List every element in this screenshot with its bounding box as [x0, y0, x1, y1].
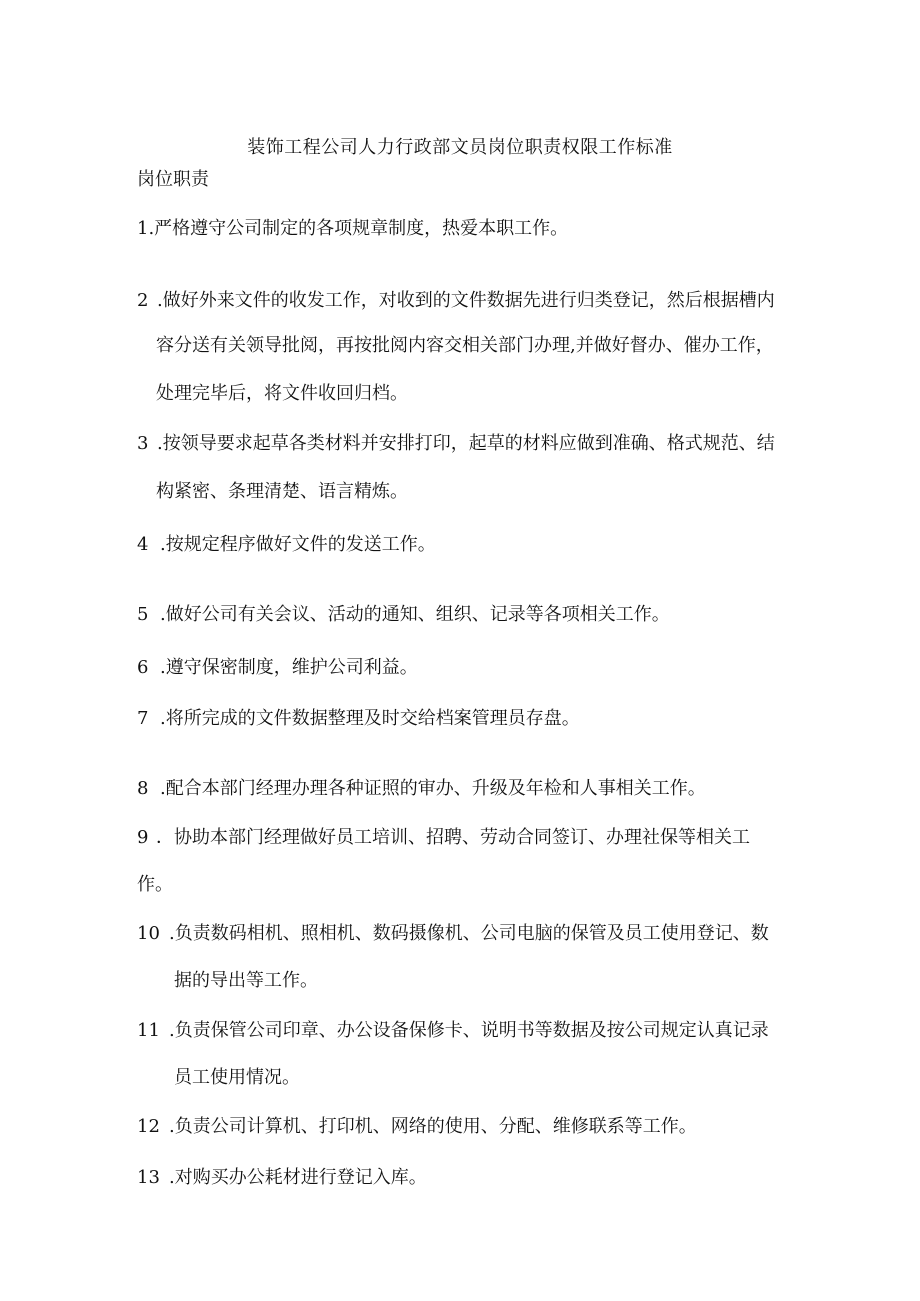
item-number: 11 — [137, 1020, 160, 1041]
item-text: .做好公司有关会议、活动的通知、组织、记录等各项相关工作。 — [160, 604, 670, 625]
item-text: .配合本部门经理办理各种证照的审办、升级及年检和人事相关工作。 — [160, 778, 706, 799]
item-number: 1 — [137, 218, 149, 239]
list-item-4 — [137, 533, 436, 557]
list-item-2 — [137, 289, 775, 313]
list-item-10 — [137, 922, 769, 946]
list-item-1 — [137, 217, 568, 241]
list-item-7 — [137, 707, 580, 731]
list-item-13 — [137, 1166, 427, 1190]
item-text-continuation: 员工使用情况。 — [174, 1067, 300, 1088]
item-number: 3 — [137, 433, 149, 454]
document-title: 装饰工程公司人力行政部文员岗位职责权限工作标准 — [247, 137, 673, 158]
item-text-continuation: 构紧密、条理清楚、语言精炼。 — [156, 481, 408, 502]
item-text: .负责公司计算机、打印机、网络的使用、分配、维修联系等工作。 — [169, 1116, 697, 1137]
item-text-continuation: 据的导出等工作。 — [174, 970, 318, 991]
item-text: .遵守保密制度，维护公司利益。 — [160, 657, 418, 678]
list-item-9 — [137, 826, 750, 850]
item-number: 9 — [137, 827, 149, 848]
item-number: 7 — [137, 708, 149, 729]
item-number: 5 — [137, 604, 149, 625]
item-text: .严格遵守公司制定的各项规章制度，热爱本职工作。 — [148, 218, 569, 239]
item-number: 8 — [137, 778, 149, 799]
item-number: 4 — [137, 534, 149, 555]
list-item-12 — [137, 1115, 697, 1139]
item-text-continuation: 作。 — [137, 874, 173, 895]
item-text-continuation: 处理完毕后，将文件收回归档。 — [156, 383, 408, 404]
item-text: .做好外来文件的收发工作，对收到的文件数据先进行归类登记，然后根据槽内 — [157, 290, 775, 311]
item-text: .按规定程序做好文件的发送工作。 — [160, 534, 436, 555]
item-text: .负责保管公司印章、办公设备保修卡、说明书等数据及按公司规定认真记录 — [169, 1020, 769, 1041]
item-text: .对购买办公耗材进行登记入库。 — [169, 1167, 427, 1188]
list-item-6 — [137, 656, 418, 680]
item-text: .按领导要求起草各类材料并安排打印，起草的材料应做到准确、格式规范、结 — [157, 433, 775, 454]
item-number: 2 — [137, 290, 149, 311]
item-text: .将所完成的文件数据整理及时交给档案管理员存盘。 — [160, 708, 580, 729]
item-number: 13 — [137, 1167, 160, 1188]
item-text: .负责数码相机、照相机、数码摄像机、公司电脑的保管及员工使用登记、数 — [169, 923, 769, 944]
item-text: ．协助本部门经理做好员工培训、招聘、劳动合同签订、办理社保等相关工 — [156, 827, 750, 848]
item-text-continuation: 容分送有关领导批阅，再按批阅内容交相关部门办理,并做好督办、催办工作， — [156, 335, 774, 356]
item-number: 6 — [137, 657, 149, 678]
section-heading: 岗位职责 — [137, 169, 209, 190]
list-item-11 — [137, 1019, 769, 1043]
item-number: 10 — [137, 923, 160, 944]
list-item-8 — [137, 777, 706, 801]
list-item-3 — [137, 432, 775, 456]
item-number: 12 — [137, 1116, 160, 1137]
list-item-5 — [137, 603, 670, 627]
